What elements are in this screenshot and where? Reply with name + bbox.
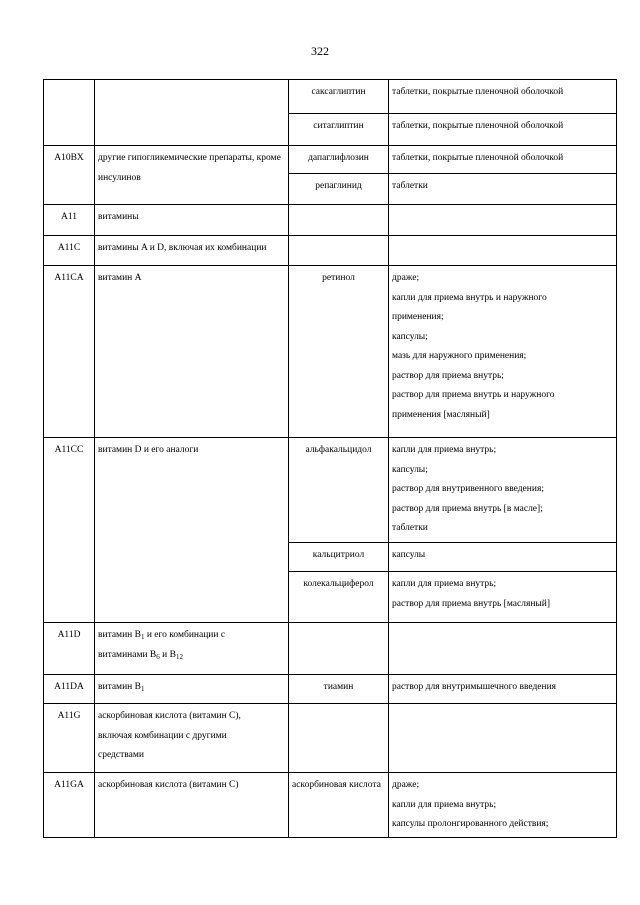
inn-cell: тиамин (289, 675, 389, 704)
inn-cell: дапаглифлозин (289, 146, 389, 174)
group-line: средствами (98, 750, 144, 760)
dosage-form-line: драже; (392, 780, 420, 790)
dosage-form-cell: таблетки, покрытые пленочной оболочкой (389, 80, 617, 114)
group-cell (95, 623, 289, 675)
atc-code-cell: A11GA (44, 773, 95, 838)
atc-code-cell: A11G (44, 704, 95, 773)
drug-table (43, 79, 617, 838)
group-cell: витамин D и его аналоги (95, 438, 289, 623)
inn-cell: ретинол (289, 266, 389, 438)
dosage-form-cell (389, 205, 617, 236)
dosage-form-line: капсулы (392, 550, 426, 560)
dosage-form-cell (389, 543, 617, 572)
group-cell: аскорбиновая кислота (витамин C) (95, 773, 289, 838)
inn-cell: ситаглиптин (289, 114, 389, 146)
inn-cell: кальцитриол (289, 543, 389, 572)
group-cell: другие гипогликемические препараты, кроме инсулинов (95, 146, 289, 205)
group-line: витаминами $B_6$ и $B_{12}$ (98, 649, 183, 661)
dosage-form-cell (389, 572, 617, 623)
group-cell: витамины A и D, включая их комбинации (95, 236, 289, 266)
atc-code-cell: A11 (44, 205, 95, 236)
table-row (44, 675, 617, 704)
group-cell (95, 704, 289, 773)
dosage-form-line: капсулы; (392, 331, 428, 342)
dosage-form-cell (389, 704, 617, 773)
atc-code-cell: A11CA (44, 266, 95, 438)
atc-code-cell: A11DA (44, 675, 95, 704)
atc-code-cell (44, 80, 95, 146)
dosage-form-cell (389, 623, 617, 675)
dosage-form-line: капсулы пролонгированного действия; (392, 819, 549, 829)
dosage-form-cell (389, 773, 617, 838)
table-row (44, 704, 617, 773)
dosage-form-line: применения; (392, 312, 444, 322)
group-cell (95, 80, 289, 146)
atc-code-cell: A11C (44, 236, 95, 266)
group-line: включая комбинации с другими (98, 730, 227, 741)
dosage-form-line: капли для приема внутрь; (392, 445, 497, 455)
table-row (44, 146, 617, 174)
atc-code-cell: A10BX (44, 146, 95, 205)
page-number: 322 (311, 44, 329, 58)
atc-code-cell: A11D (44, 623, 95, 675)
group-cell: витамин A (95, 266, 289, 438)
dosage-form-line: раствор для приема внутрь [в масле]; (392, 503, 543, 514)
group-line: витамин $B_1$ и его комбинации с (98, 630, 226, 641)
dosage-form-line: таблетки (392, 523, 428, 533)
inn-cell: аскорбиновая кислота (289, 773, 389, 838)
inn-cell (289, 704, 389, 773)
dosage-form-cell: таблетки, покрытые пленочной оболочкой (389, 114, 617, 146)
table-row (44, 80, 617, 114)
dosage-form-line: драже; (392, 273, 420, 283)
dosage-form-line: применения [масляный] (392, 409, 490, 420)
dosage-form-cell (389, 236, 617, 266)
dosage-form-line: раствор для приема внутрь; (392, 370, 504, 381)
group-cell: витамин $B_1$ (95, 675, 289, 704)
dosage-form-line: капсулы; (392, 464, 428, 475)
dosage-form-line: мазь для наружного применения; (392, 351, 527, 361)
dosage-form-line: капли для приема внутрь; (392, 799, 497, 810)
inn-cell: саксаглиптин (289, 80, 389, 114)
group-line: аскорбиновая кислота (витамин C), (98, 711, 241, 721)
table-row (44, 623, 617, 675)
dosage-form-cell: раствор для внутримышечного введения (389, 675, 617, 704)
dosage-form-line: раствор для внутривенного введения; (392, 484, 544, 494)
dosage-form-line: раствор для приема внутрь и наружного (392, 390, 555, 400)
table-row (44, 266, 617, 438)
dosage-form-cell: таблетки (389, 174, 617, 205)
dosage-form-cell: таблетки, покрытые пленочной оболочкой (389, 146, 617, 174)
inn-cell (289, 236, 389, 266)
dosage-form-cell (389, 438, 617, 543)
inn-cell: репаглинид (289, 174, 389, 205)
dosage-form-line: раствор для приема внутрь [масляный] (392, 598, 551, 609)
inn-cell: альфакальцидол (289, 438, 389, 543)
inn-cell (289, 623, 389, 675)
table-row (44, 205, 617, 236)
atc-code-cell: A11CC (44, 438, 95, 623)
dosage-form-line: капли для приема внутрь; (392, 579, 497, 589)
table-row (44, 773, 617, 838)
inn-cell: колекальциферол (289, 572, 389, 623)
table-row (44, 236, 617, 266)
inn-cell (289, 205, 389, 236)
dosage-form-line: капли для приема внутрь и наружного (392, 292, 547, 303)
dosage-form-cell (389, 266, 617, 438)
table-row (44, 438, 617, 543)
group-cell: витамины (95, 205, 289, 236)
